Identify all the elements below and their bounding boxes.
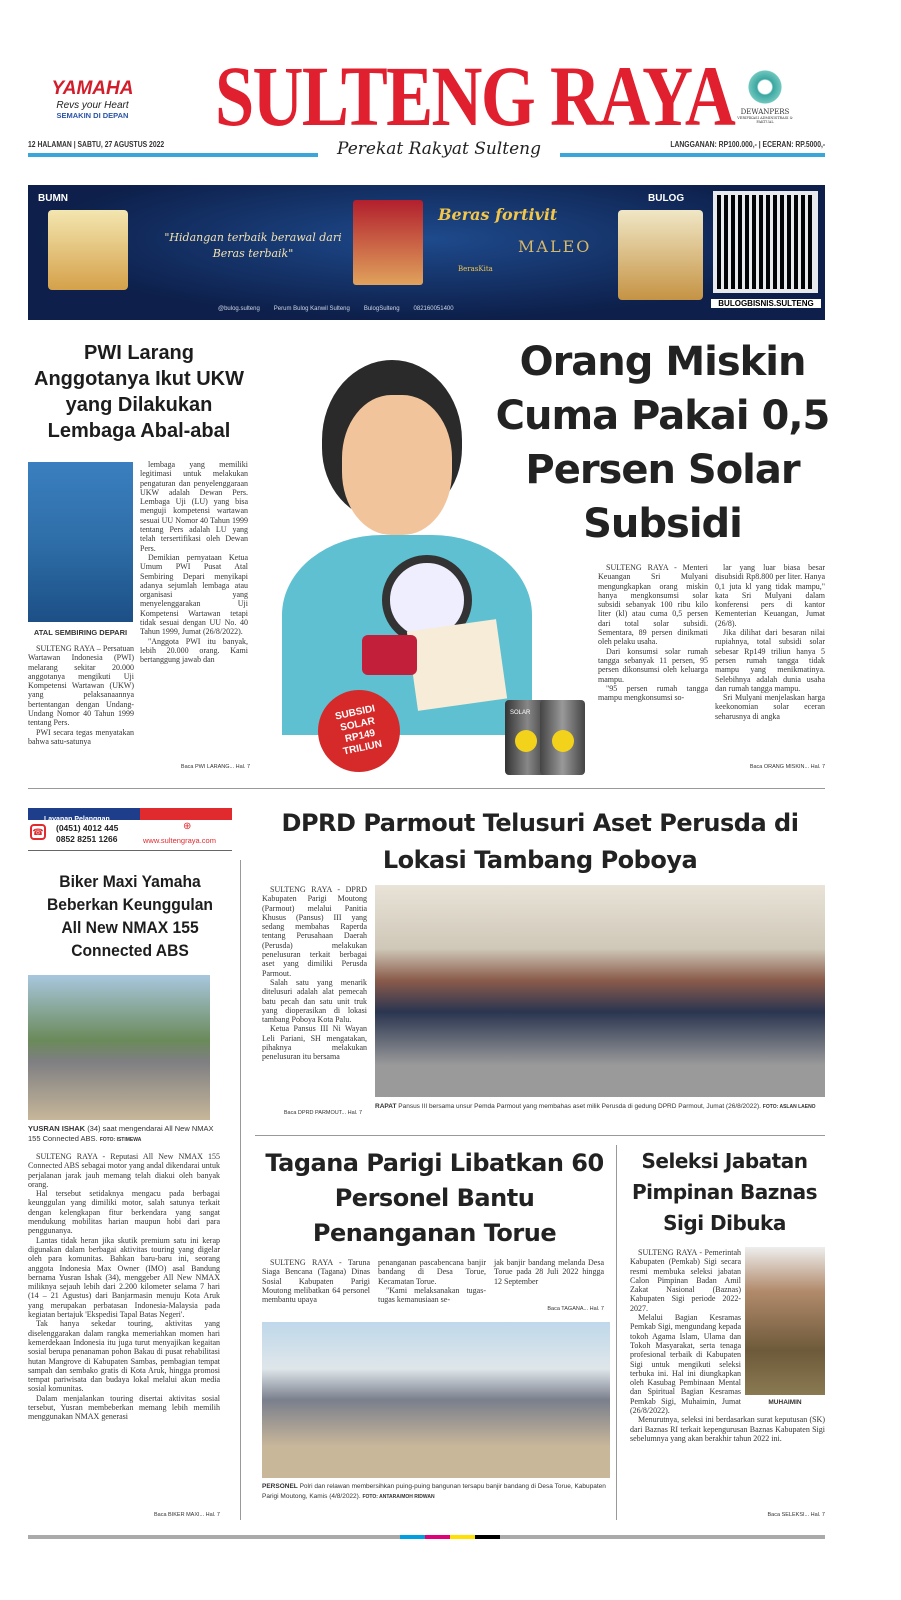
- paragraph: "Kami melaksanakan tugas-tugas kemanusiaan se-: [378, 1285, 486, 1305]
- maleo-bag-image: [353, 200, 423, 285]
- caption-text: Pansus III bersama unsur Pemda Parmout yang membahas aset milik Perusda di gedung DPRD Parmout, Jumat (26/8/2022).: [398, 1103, 761, 1110]
- dprd-meeting-photo: [375, 885, 825, 1097]
- pwi-body-col1: [28, 644, 134, 746]
- paragraph: Jika dilihat dari besaran nilai rupiahnya, total subsidi solar sebesar Rp149 triliun hanya 5 persen rumah tangga tidak mampu yang menikmatinya. Selebihnya adalah dunia usaha dan rumah tangga mampu.: [715, 628, 825, 693]
- paragraph: "95 persen rumah tangga mampu mengkonsumsi so-: [598, 683, 708, 703]
- caption-text: (34) saat mengendarai All New NMAX 155 Connected ABS.: [28, 1124, 214, 1143]
- color-registration-marks: [400, 1535, 500, 1539]
- website-link[interactable]: www.sultengraya.com: [143, 836, 216, 845]
- baznas-photo-caption: MUHAIMIN: [768, 1399, 802, 1406]
- paragraph: Menurutnya, seleksi ini berdasarkan surat keputusan (SK) dari Baznas RI terkait kepengurusan Baznas Kabupaten Sigi sebelumnya yang akan berakhir tahun 2022 ini.: [630, 1415, 825, 1443]
- caption-lead: PERSONEL: [262, 1483, 298, 1490]
- paragraph: Dalam menjalankan touring disertai aktivitas sosial tersebut, Yusran membeberkan memang lebih memilih menggunakan NMAX generasi: [28, 1393, 220, 1422]
- globe-icon: ⊕: [183, 821, 192, 832]
- paragraph: SULTENG RAYA - Reputasi All New NMAX 155 Connected ABS sebagai motor yang andal dikendarai untuk perjalanan jarak jauh memang telah diakui oleh banyak orang.: [28, 1152, 220, 1189]
- biker-continued-link[interactable]: Baca BIKER MAXI... Hal. 7: [153, 1512, 220, 1518]
- tagana-body-col3: [494, 1258, 604, 1286]
- paragraph: Dari konsumsi solar rumah tangga sebanyak 11 persen, 95 persen dikonsumsi oleh keluarga mampu.: [598, 646, 708, 684]
- paragraph: jak banjir bandang melanda Desa Torue pada 28 Juli 2022 hingga 12 September: [494, 1258, 604, 1286]
- press-council-note: VERIFIKASI ADMINISTRASI & FAKTUAL: [737, 116, 793, 124]
- pwi-photo-caption: ATAL SEMBIRING DEPARI: [33, 628, 128, 637]
- sponsor-tagline: Revs your Heart: [56, 100, 129, 111]
- solar-headline: Orang Miskin Cuma Pakai 0,5 Persen Solar Subsidi: [495, 339, 830, 547]
- masthead-rule-left: [28, 153, 318, 157]
- paragraph: PWI secara tegas menyatakan bahwa satu-satunya: [28, 727, 134, 746]
- instagram-link[interactable]: @bulog.sulteng: [218, 306, 260, 312]
- maleo-logo: MALEO: [518, 237, 592, 256]
- paragraph: Demikian pernyataan Ketua Umum PWI Pusat Atal Sembiring Depari menyikapi adanya sejumlah lembaga atau organisasi yang menyelenggarakan Uji Kompetensi Wartawan tetapi tidak sesuai dengan UU No. 40 Tahun 1999, Jumat (26/8/2022).: [140, 552, 248, 637]
- tagana-caption: [262, 1482, 612, 1502]
- paragraph: lembaga yang memiliki legitimasi untuk melakukan pengaturan dan penyelenggaraan UKW adalah Dewan Pers. Lembaga Uji (LU) yang bisa menguji kompetensi wartawan sesuai UU Nomor 40 Tahun 1999 tentang Pers adalah LU yang telah tersertifikasi oleh Dewan Pers.: [140, 460, 248, 553]
- pwi-headline: PWI Larang Anggotanya Ikut UKW yang Dilakukan Lembaga Abal-abal: [34, 342, 244, 442]
- masthead-rule-right: [560, 153, 825, 157]
- service-label: Layanan Pelanggan: [44, 816, 110, 823]
- paragraph: SULTENG RAYA - DPRD Kabupaten Parigi Moutong (Parmout) melalui Panitia Khusus (Pansus) III yang sedang membahas Raperda tentang Perusahaan Daerah (Perusda) melakukan penelusuran terkait berbagai aset yang dimiliki Perusda Parmout.: [262, 885, 367, 978]
- barrel-label: SOLAR: [510, 710, 531, 716]
- section-divider: [28, 788, 825, 789]
- oil-barrel-icon: [505, 685, 585, 780]
- tagana-continued-link[interactable]: Baca TAGANA... Hal. 7: [547, 1306, 604, 1312]
- newspaper-title: SULTENG RAYA: [214, 48, 735, 144]
- baznas-headline: Seleksi Jabatan Pimpinan Baznas Sigi Dibuka: [632, 1149, 817, 1235]
- caption-text: Polri dan relawan membersihkan puing-puing bangunan tersapu banjir bandang di Desa Torue, Kabupaten Parigi Moutong, Kamis (4/8/2022).: [262, 1483, 606, 1500]
- pwi-photo: [28, 462, 133, 622]
- twitter-link[interactable]: BulogSulteng: [363, 306, 400, 312]
- paragraph: lar yang luar biasa besar disubsidi Rp8.800 per liter. Hanya 0,1 juta kl yang tidak mampu," kata Sri Mulyani dalam konferensi pers di kantor Kementerian Keuangan, Jumat (26/8).: [715, 563, 825, 628]
- qr-code[interactable]: [713, 191, 818, 293]
- column-divider: [616, 1145, 617, 1520]
- photo-credit: FOTO: ANTARA/MOH RIDWAN: [362, 1494, 435, 1500]
- paragraph: SULTENG RAYA - Taruna Siaga Bencana (Tagana) Dinas Sosial Kabupaten Parigi Moutong melibatkan 64 personel membantu upaya: [262, 1258, 370, 1305]
- press-council-seal: [730, 68, 800, 124]
- dprd-headline: DPRD Parmout Telusuri Aset Perusda di Lokasi Tambang Poboya: [281, 809, 799, 874]
- sponsor-logo: [40, 78, 145, 120]
- paragraph: SULTENG RAYA - Pemerintah Kabupaten (Pemkab) Sigi secara resmi membuka seleksi jabatan Calon Pimpinan Badan Amil Zakat Nasional (Baznas) Kabupaten Sigi periode 2022-2027.: [630, 1248, 741, 1313]
- product-display-image: [618, 210, 703, 300]
- section-divider: [255, 1135, 825, 1136]
- fortivit-logo: Beras fortivit: [438, 205, 558, 224]
- paragraph: Salah satu yang menarik ditelusuri adalah alat pemecah batu pecah dan satu unit truk yang dioperasikan di lokasi tambang Poboya Kota Palu.: [262, 977, 367, 1025]
- edition-info: 12 HALAMAN | SABTU, 27 AGUSTUS 2022: [28, 140, 165, 149]
- qr-label: BULOGBISNIS.SULTENG: [711, 299, 821, 308]
- paragraph: Sri Mulyani menjelaskan harga keekonomian solar eceran seharusnya di angka: [715, 693, 825, 721]
- social-links: [218, 306, 454, 312]
- caption-lead: RAPAT: [375, 1103, 397, 1110]
- pwi-continued-link[interactable]: Baca PWI LARANG... Hal. 7: [180, 764, 250, 770]
- ad-quote: "Hidangan terbaik berawal dari Beras terbaik": [164, 231, 342, 260]
- biker-caption: [28, 1124, 218, 1145]
- pwi-body-col2: [140, 460, 248, 665]
- paragraph: Melalui Bagian Kesramas Pemkab Sigi, mengundang kepada tokoh Agama Islam, Ulama dan Tokoh Masyarakat, serta tenaga profesional terbaik di Kabupaten Sigi untuk mengikuti seleksi terbuka ini. Hal ini diungkapkan oleh Kasubag Pembinaan Mental dan Spiritual Bagian Kesramas Pemkab Sigi, Muhaimin, Jumat (26/8/2022).: [630, 1313, 741, 1416]
- bumn-logo: BUMN: [38, 193, 68, 204]
- column-divider: [240, 860, 241, 1520]
- photo-wrap-spacer: [741, 1248, 825, 1410]
- paragraph: "Anggota PWI itu banyak, lebih 20.000 orang. Kami bertanggung jawab dan: [140, 636, 248, 665]
- solar-body-col2: [715, 563, 825, 721]
- bulog-logo: BULOG: [648, 193, 685, 204]
- tagana-photo: [262, 1322, 610, 1478]
- phone-number-2[interactable]: 0852 8251 1266: [56, 834, 118, 844]
- paragraph: Tak hanya sekedar touring, aktivitas yang diselenggarakan dalam rangka memeriahkan momen hari kemerdekaan Indonesia itu juga turut menyajikan kegaitan sosial berupa penanaman pohon Bakau di pusat rehabilitasi hutan Mangrove di Kabupaten Sambas, pembagian tempat sampah dan sembako gratis di Kota Aruk, hingga promosi tempat pariwisata dan budaya lokal melalui akun media sosial komunitas.: [28, 1319, 220, 1394]
- solar-continued-link[interactable]: Baca ORANG MISKIN... Hal. 7: [749, 764, 825, 770]
- motto: Perekat Rakyat Sulteng: [337, 139, 541, 159]
- badge-text: SUBSIDI SOLAR RP149 TRILIUN: [334, 703, 384, 758]
- tagana-body-col2: [378, 1258, 486, 1304]
- paragraph: SULTENG RAYA - Menteri Keuangan Sri Mulyani mengungkapkan orang miskin hanya mengkonsumsi solar subsidi sebanyak 100 ribu kilo liter (kl) atau cuma 0,5 persen dari total solar subsidi. Sementara, 89 persen dinikmati oleh pelaku usaha.: [598, 563, 708, 647]
- caption-name: YUSRAN ISHAK: [28, 1124, 86, 1133]
- biker-photo: [28, 975, 210, 1120]
- phone-icon: ☎: [30, 824, 46, 840]
- sponsor-brand: YAMAHA: [51, 78, 134, 99]
- paragraph: penanganan pascabencana banjir bandang di Desa Torue, Kecamatan Torue.: [378, 1258, 486, 1286]
- biker-body: [28, 1152, 220, 1422]
- dprd-continued-link[interactable]: Baca DPRD PARMOUT... Hal. 7: [283, 1110, 362, 1116]
- dprd-caption: [375, 1102, 825, 1112]
- dprd-body: [262, 885, 367, 1062]
- photo-credit: FOTO: ASLAN LAENO: [762, 1104, 816, 1110]
- biker-headline: Biker Maxi Yamaha Beberkan Keunggulan All New NMAX 155 Connected ABS: [46, 872, 213, 960]
- press-council-name: DEWANPERS: [740, 108, 790, 116]
- tagana-headline: Tagana Parigi Libatkan 60 Personel Bantu Penanganan Torue: [265, 1149, 604, 1247]
- press-council-icon: [746, 68, 784, 106]
- paragraph: Hal tersebut setidaknya mengacu pada berbagai keunggulan yang dimiliki motor, salah satunya terkait dengan kelengkapan fitur berkendara yang sangat mendukung mobilitas harian maupun hobi dari para penggunanya.: [28, 1189, 220, 1236]
- whatsapp-link[interactable]: 082160051400: [413, 306, 454, 312]
- paragraph: SULTENG RAYA – Persatuan Wartawan Indonesia (PWI) melarang sekitar 20.000 anggotanya mengikuti Uji Kompetensi Wartawan (UKW) yang pelaksanaannya bertentangan dengan Undang-Undang Nomor 40 Tahun 1999 tentang Pers.: [28, 644, 134, 728]
- baznas-body: [630, 1248, 825, 1443]
- phone-number-1[interactable]: (0451) 4012 445: [56, 823, 119, 833]
- rice-bag-image: [48, 210, 128, 290]
- baznas-continued-link[interactable]: Baca SELEKSI... Hal. 7: [767, 1512, 825, 1518]
- bulog-ad-banner[interactable]: [28, 185, 825, 320]
- beraskita-logo: BerasKita: [458, 265, 493, 273]
- price-info: LANGGANAN: RP100.000,- | ECERAN: RP.5000,-: [670, 140, 825, 149]
- facebook-link[interactable]: Perum Bulog Kanwil Sulteng: [273, 306, 350, 312]
- paragraph: Lantas tidak heran jika skutik premium satu ini kerap digunakan dalam berbagai aktivitas touring yang digelar oleh para komunitas. Bahkan baru-baru ini, seorang anggota Indonesia Max Owner (IMO) asal Bandung bernama Yusran Ishak (34), menggeber All New NMAX miliknya sejauh lebih dari 2.200 kilometer selama 7 hari (14 – 21 Agustus) dari Banjarmasin menuju Kota Aruk yang merupakan perbatasan Indonesia-Malaysia pada kegiatan bertajuk 'Ekspedisi Tapal Batas Negeri'.: [28, 1235, 220, 1320]
- photo-credit: FOTO: ISTIMEWA: [99, 1137, 142, 1143]
- sponsor-slogan: SEMAKIN DI DEPAN: [56, 111, 129, 120]
- issue-date: SABTU, 27 AGUSTUS 2022: [77, 140, 165, 149]
- solar-body-col1: [598, 563, 708, 702]
- customer-service-box: [28, 808, 232, 853]
- page-count: 12 HALAMAN: [28, 140, 72, 149]
- tagana-body-col1: [262, 1258, 370, 1304]
- paragraph: Ketua Pansus III Ni Wayan Leli Pariani, SH mengatakan, pihaknya melakukan penelusuran itu bersama: [262, 1024, 367, 1062]
